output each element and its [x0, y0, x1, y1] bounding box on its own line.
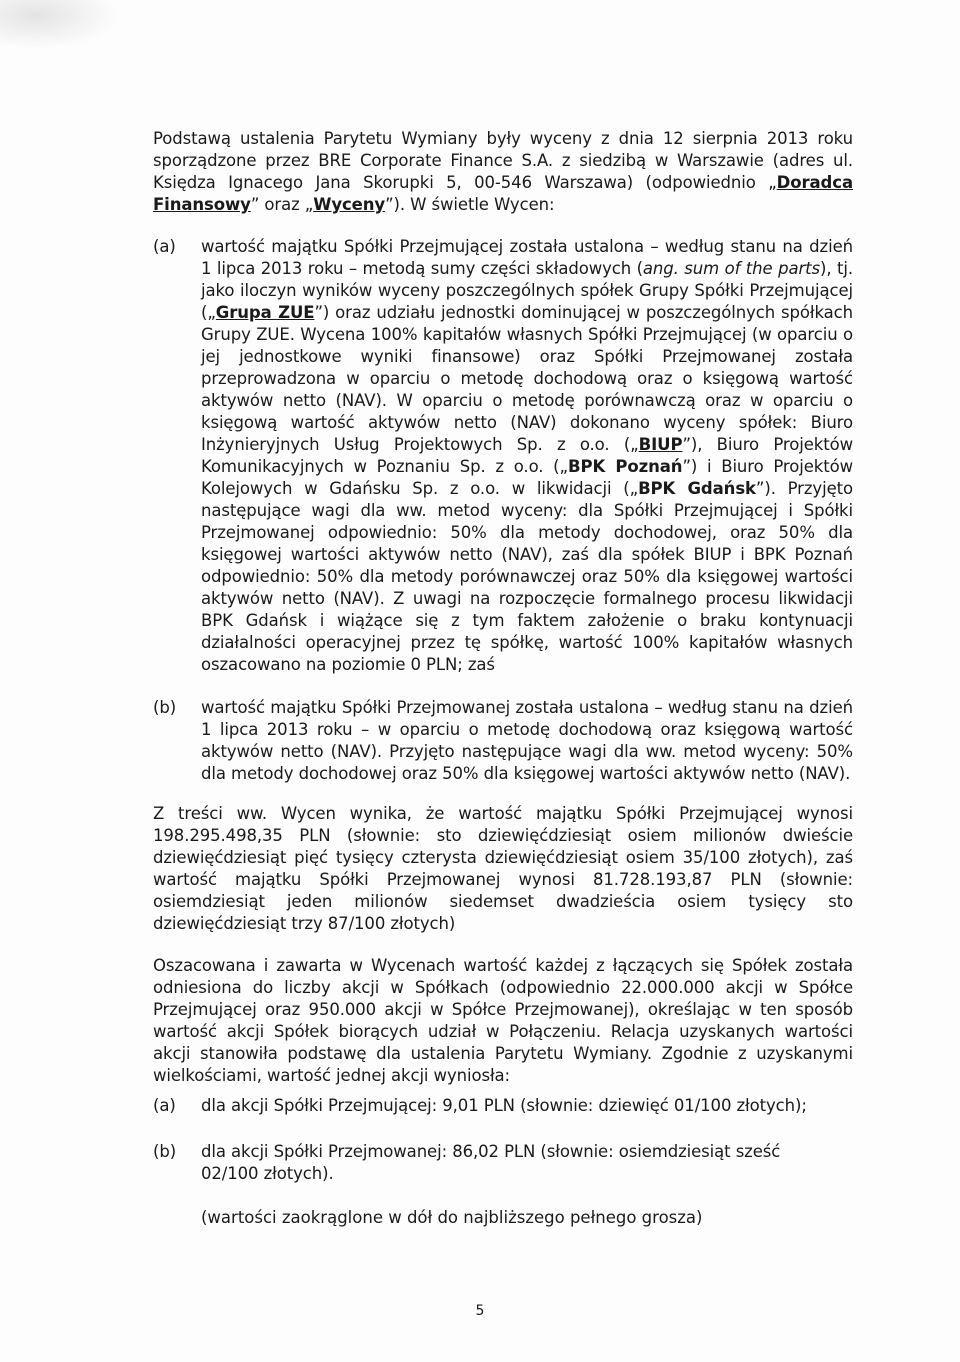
item-a-italic-term: ang. sum of the parts [642, 259, 821, 278]
term-doradca-finansowy: Doradca Finansowy [153, 173, 853, 214]
list-item-a [153, 236, 853, 676]
term-grupa-zue: Grupa ZUE [215, 303, 315, 322]
item-a-text-5: ”) i Biuro Projektów Kolejowych w Gdańsku Sp. z o.o. w likwidacji („ [201, 457, 853, 498]
list-marker: (b) [153, 1142, 177, 1161]
rounding-note: (wartości zaokrąglone w dół do najbliższego pełnego grosza) [201, 1208, 703, 1227]
term-bpk-gdansk: BPK Gdańsk [638, 479, 756, 498]
item-a-text-3: ”) oraz udziału jednostki dominującej w poszczególnych spółkach Grupy ZUE. Wycena 100% kapitałów własnych Spółki Przejmującej (w oparciu o jej jednostkowe wyniki finansowe) oraz Spółki Przejmowanej została przeprowadzona w oparciu o metodę dochodową oraz o księgową wartość aktywów netto (NAV). W oparciu o metodę porównawczą oraz w oparciu o księgową wartość aktywów netto (NAV) dokonano wyceny spółek: Biuro Inżynieryjnych Usług Projektowych Sp. z o.o. („ [201, 303, 853, 454]
item-a-text-4: ”), Biuro Projektów Komunikacyjnych w Poznaniu Sp. z o.o. („ [201, 435, 853, 476]
intro-text-2: ” oraz „ [250, 195, 314, 214]
list-item-body: wartość majątku Spółki Przejmowanej została ustalona – według stanu na dzień 1 lipca 2013 roku – w oparciu o metodę dochodową oraz księgową wartość aktywów netto (NAV). Przyjęto następujące wagi dla ww. metod wyceny: 50% dla metody dochodowej oraz 50% dla księgowej wartości aktywów netto (NAV). [201, 698, 853, 783]
scan-artifact [0, 0, 120, 50]
term-wyceny: Wyceny [313, 195, 386, 214]
valuation-result-paragraph: Z treści ww. Wycen wynika, że wartość majątku Spółki Przejmującej wynosi 198.295.498,35 PLN (słownie: sto dziewięćdziesiąt osiem milionów dwieście dziewięćdziesiąt pięć tysięcy czterysta dziewięćdziesiąt osiem 35/100 złotych), zaś wartość majątku Spółki Przejmowanej wynosi 81.728.193,87 PLN (słownie: osiemdziesiąt jeden milionów siedemset dwadzieścia osiem tysięcy sto dziewięćdziesiąt trzy 87/100 złotych) [153, 804, 853, 933]
item-a-text-6: ”). Przyjęto następujące wagi dla ww. metod wyceny: dla Spółki Przejmującej i Spółki Przejmowanej odpowiednio: 50% dla metody dochodowej, oraz 50% dla księgowej wartości aktywów netto (NAV), zaś dla spółek BIUP i BPK Poznań odpowiednio: 50% dla metody porównawczej oraz 50% dla księgowej wartości aktywów netto (NAV). Z uwagi na rozpoczęcie formalnego procesu likwidacji BPK Gdańsk i wiążące się z tym faktem założenie o braku kontynuacji działalności operacyjnej przez tę spółkę, wartość 100% kapitałów własnych oszacowano na poziomie 0 PLN; zaś [201, 479, 853, 674]
share-value-item-a [153, 1095, 853, 1117]
item-a-text-1: wartość majątku Spółki Przejmującej została ustalona – według stanu na dzień 1 lipca 2013 roku – metodą sumy części składowych ( [201, 237, 853, 278]
intro-paragraph [153, 128, 853, 216]
list-item-b [153, 697, 853, 785]
list-item-body: dla akcji Spółki Przejmowanej: 86,02 PLN (słownie: osiemdziesiąt sześć 02/100 złotych). [201, 1142, 781, 1183]
term-bpk-poznan: BPK Poznań [567, 457, 683, 476]
intro-text-1: Podstawą ustalenia Parytetu Wymiany były wyceny z dnia 12 sierpnia 2013 roku sporządzone przez BRE Corporate Finance S.A. z siedzibą w Warszawie (adres ul. Księdza Ignacego Jana Skorupki 5, 00-546 Warszawa) (odpowiednio „ [153, 129, 853, 192]
list-marker: (a) [153, 1096, 176, 1115]
page-number: 5 [475, 1303, 485, 1319]
share-value-paragraph: Oszacowana i zawarta w Wycenach wartość każdej z łączących się Spółek została odniesiona do liczby akcji w Spółkach (odpowiednio 22.000.000 akcji w Spółce Przejmującej oraz 950.000 akcji w Spółce Przejmowanej), określając w ten sposób wartość akcji Spółek biorących udział w Połączeniu. Relacja uzyskanych wartości akcji stanowiła podstawę dla ustalenia Parytetu Wymiany. Zgodnie z uzyskanymi wielkościami, wartość jednej akcji wyniosła: [153, 956, 853, 1085]
intro-text-3: ”). W świetle Wycen: [385, 195, 555, 214]
term-biup: BIUP [638, 435, 683, 454]
share-value-item-b [153, 1141, 853, 1185]
item-a-text-2: ), tj. jako iloczyn wyników wyceny poszczególnych spółek Grupy Spółki Przejmującej („ [201, 259, 853, 322]
list-item-body: dla akcji Spółki Przejmującej: 9,01 PLN (słownie: dziewięć 01/100 złotych); [201, 1096, 807, 1115]
list-marker: (a) [153, 237, 176, 256]
list-marker: (b) [153, 698, 177, 717]
list-item-body [201, 236, 853, 676]
